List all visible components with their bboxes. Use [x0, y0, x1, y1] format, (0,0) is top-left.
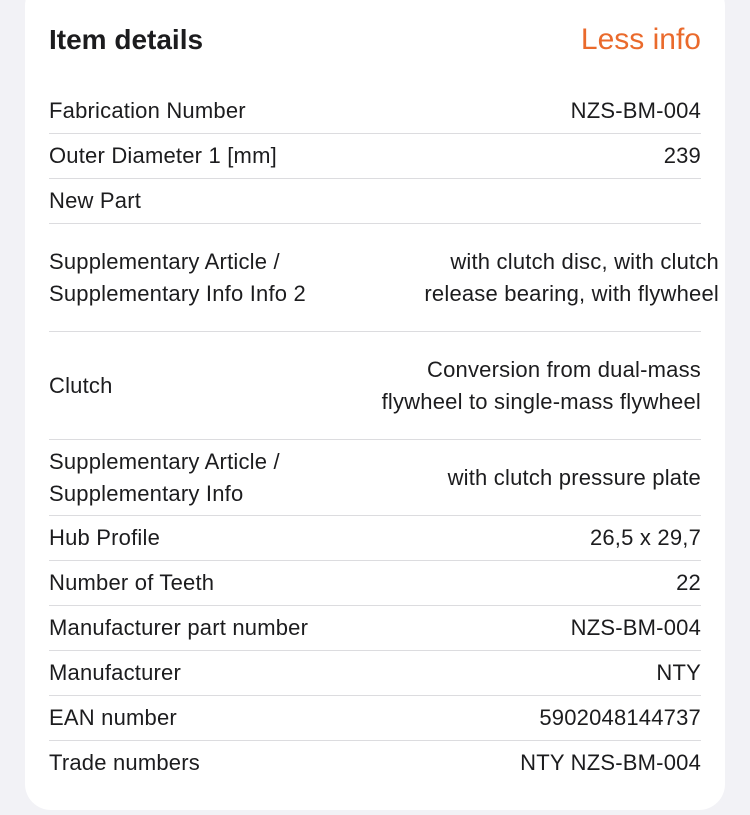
detail-value: with clutch disc, with clutch release bearing, with flywheel: [424, 248, 719, 306]
detail-row-manufacturer: [49, 650, 701, 695]
less-info-button[interactable]: Less info: [580, 23, 701, 56]
detail-row-new-part: [49, 178, 701, 223]
detail-label: Supplementary Article / Supplementary Info: [49, 448, 280, 506]
detail-row-fabrication-number: [49, 88, 701, 133]
detail-row-number-of-teeth: [49, 560, 701, 605]
detail-value: 22: [676, 570, 701, 595]
card-title: Item details: [49, 24, 204, 55]
detail-label: Hub Profile: [49, 525, 161, 550]
detail-row-ean-number: [49, 695, 701, 740]
detail-row-manufacturer-part-number: [49, 605, 701, 650]
detail-row-clutch: [49, 331, 701, 439]
detail-value: NZS-BM-004: [570, 97, 701, 123]
detail-value: 5902048144737: [539, 705, 701, 730]
detail-label: Outer Diameter 1 [mm]: [49, 143, 277, 168]
detail-row-supplementary-info: [49, 439, 701, 515]
detail-value: 26,5 x 29,7: [589, 525, 701, 550]
detail-value: NTY: [656, 660, 701, 685]
detail-label: Number of Teeth: [49, 570, 215, 595]
detail-label: Supplementary Article / Supplementary Info Info 2: [49, 248, 306, 306]
detail-label: New Part: [49, 188, 142, 213]
item-details-card: [25, 0, 725, 810]
detail-value: NTY NZS-BM-004: [520, 750, 701, 775]
detail-label: Manufacturer part number: [49, 615, 309, 640]
detail-row-hub-profile: [49, 515, 701, 560]
detail-label: Fabrication Number: [49, 97, 246, 123]
detail-value: NZS-BM-004: [570, 615, 701, 640]
detail-value: 239: [663, 143, 701, 168]
detail-label: Clutch: [49, 372, 113, 398]
detail-value: Conversion from dual-mass flywheel to single-mass flywheel: [381, 356, 701, 414]
detail-value: with clutch pressure plate: [447, 464, 701, 490]
detail-label: Manufacturer: [49, 660, 182, 685]
detail-row-supplementary-info-2: [49, 223, 719, 331]
detail-label: EAN number: [49, 705, 177, 730]
card-header: [49, 18, 701, 62]
details-list: [49, 88, 719, 785]
detail-row-trade-numbers: [49, 740, 701, 785]
detail-row-outer-diameter: [49, 133, 701, 178]
detail-label: Trade numbers: [49, 750, 200, 775]
